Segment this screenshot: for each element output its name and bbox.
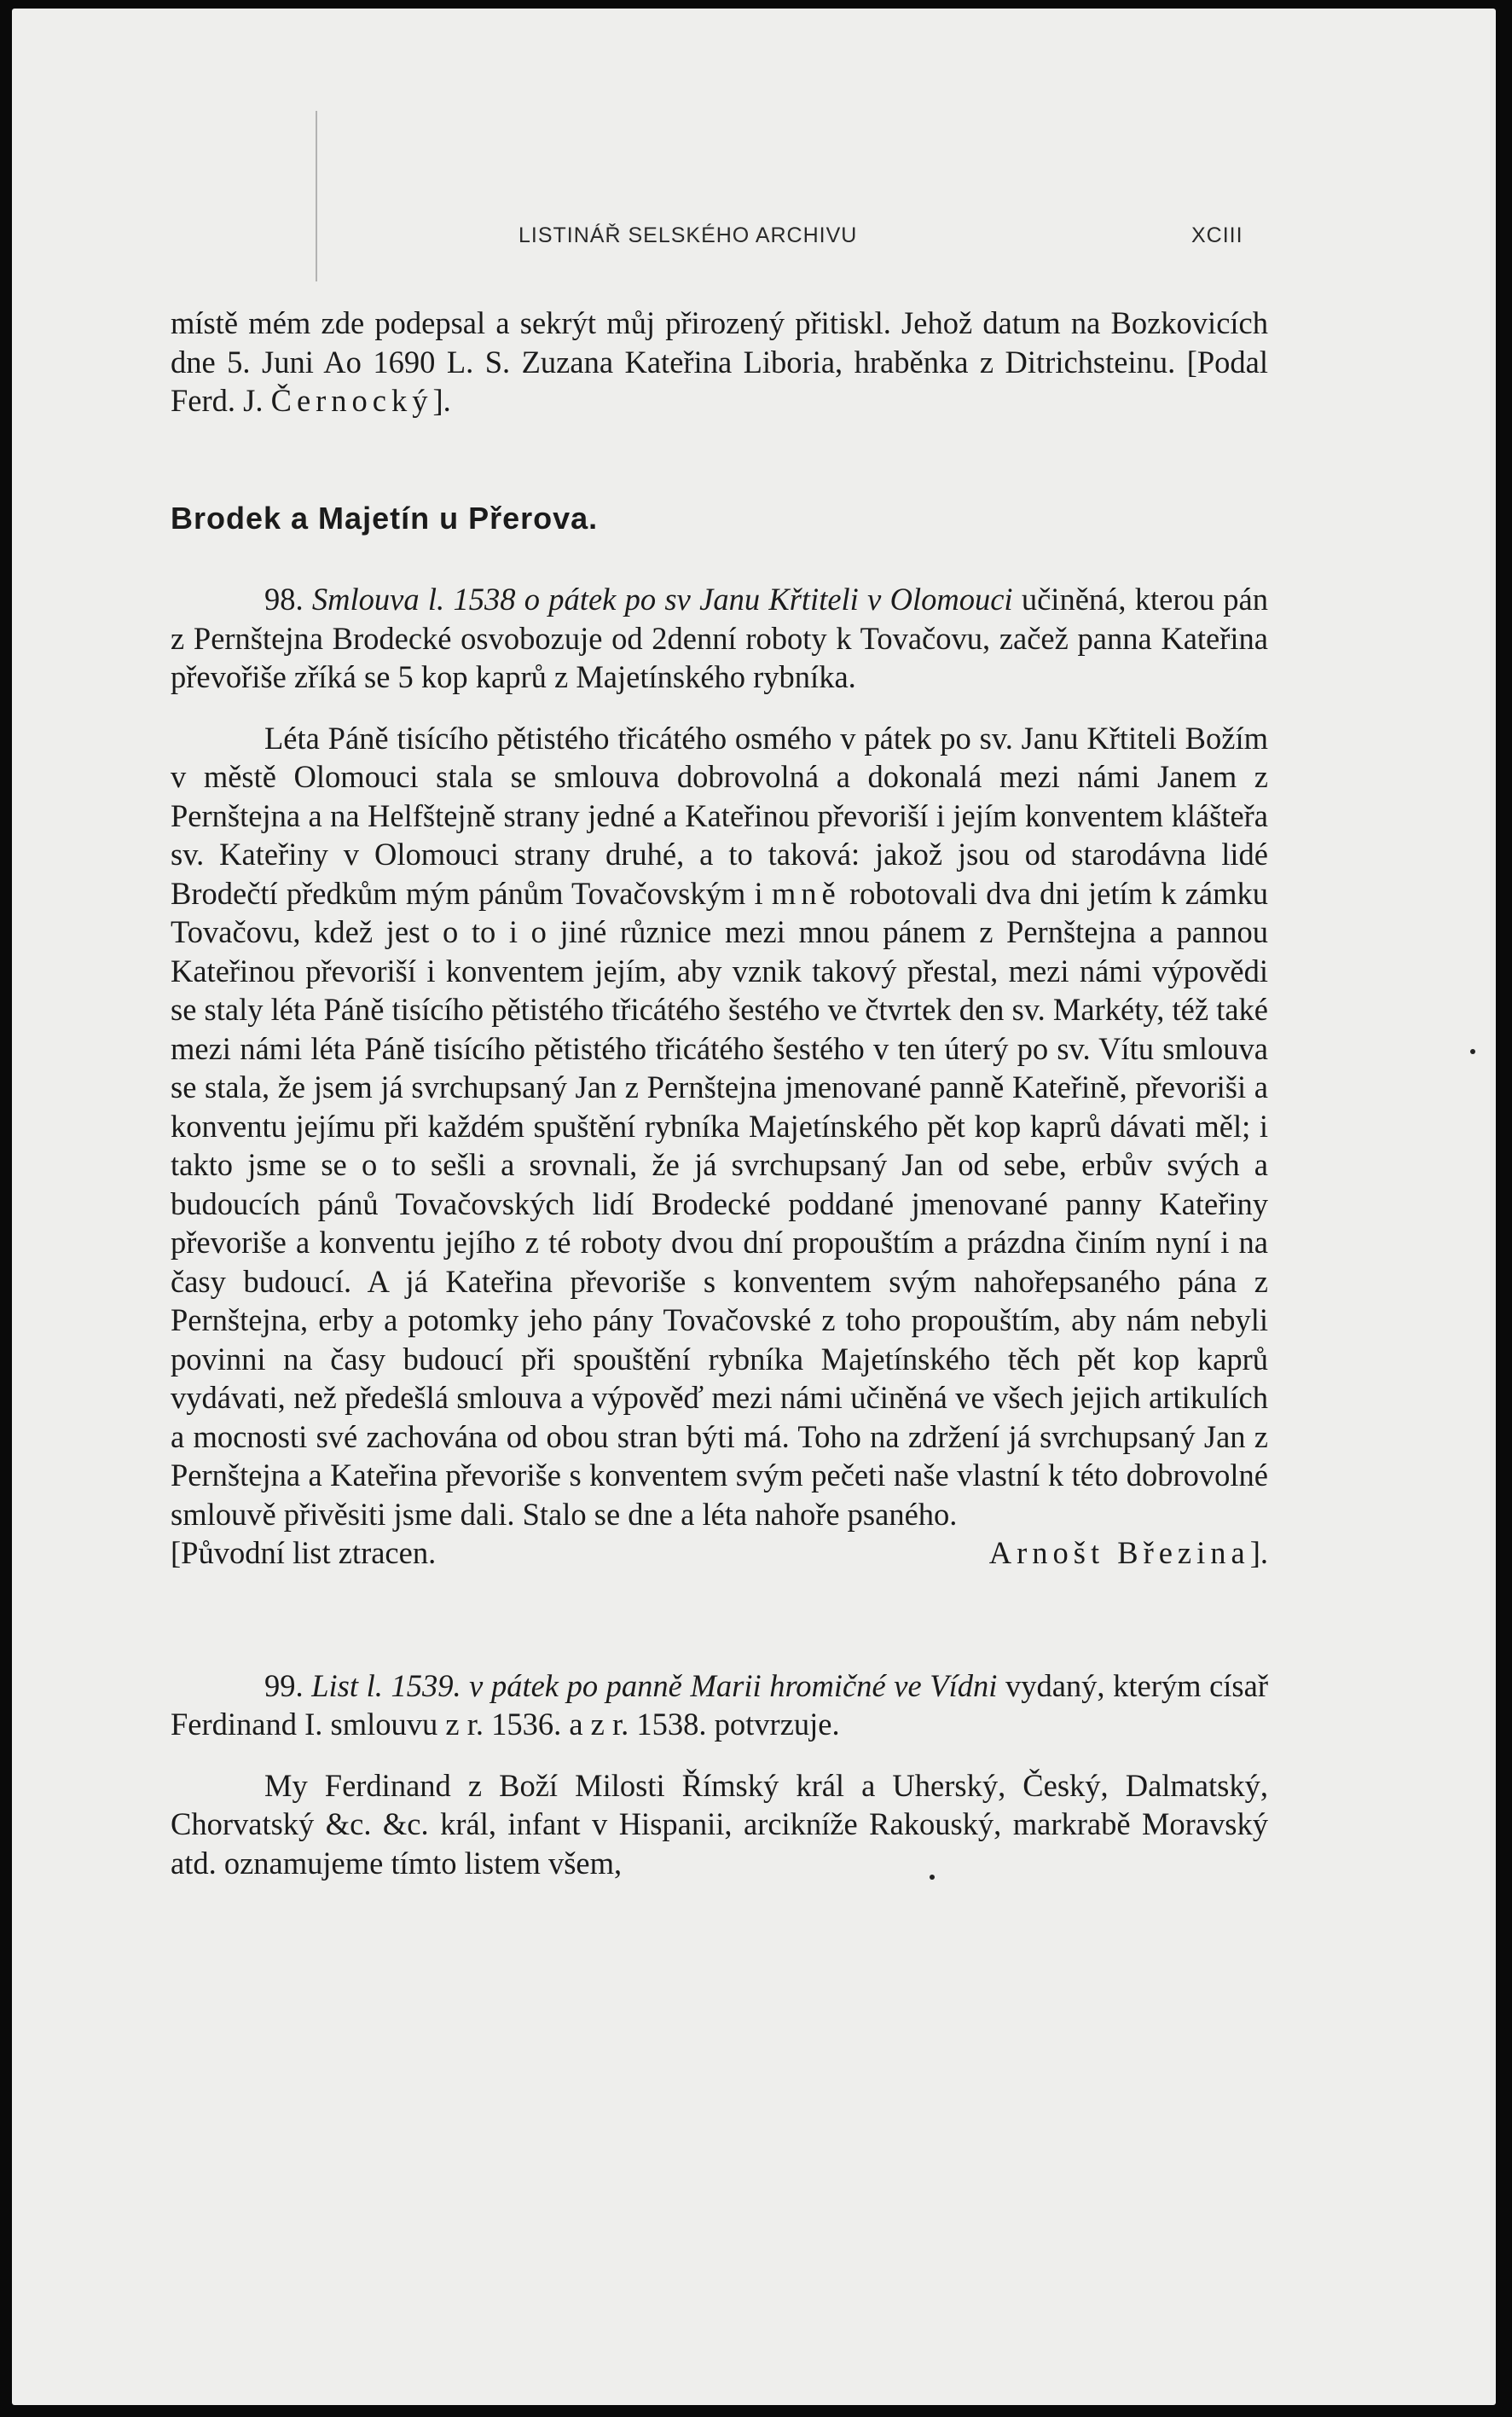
running-head: LISTINÁŘ SELSKÉHO ARCHIVU <box>518 223 858 247</box>
page-header <box>12 223 1496 249</box>
page <box>12 9 1496 2405</box>
doc99-number: 99. <box>264 1667 304 1703</box>
doc98-text-part2: robotovali dva dni jetím k zámku Tovačovu, kdež jest o to i o jiné různice mezi mnou pánem z Pernštejna a pannou Kateřinou převoriší i konventem jejím, aby vznik takový přestal, mezi námi výpovědi se staly léta Páně tisícího pětistého třicátého šestého ve čtvrtek den sv. Markéty, též také mezi námi léta Páně tisícího pětistého třicátého šestého v ten úterý po sv. Vítu smlouva se stala, že jsem já svrchupsaný Jan z Pernštejna jmenované panně Kateřině, převoriši a konventu jejímu při každém spuštění rybníka Majetínského pět kop kaprů dávati měl; i takto jsme se o to sešli a srovnali, že já svrchupsaný Jan od sebe, erbův svých a budoucích pánů Tovačovských lidí Brodecké poddané jmenované panny Kateřiny převoriše a konventu jejího z té roboty dvou dní propouštím a prázdna činím nyní i na časy budoucí. A já Kateřina převoriše s konventem svým nahořepsaného pána z Pernštejna, erby a potomky jeho pány Tovačovské z toho propouštím, aby nám nebyli povinni na časy budoucí při spouštění rybníka Majetínského těch pět kop kaprů vydávati, než předešlá smlouva a výpověď mezi námi učiněná ve všech jejich artikulích a mocnosti své zachována od obou stran býti má. Toho na zdržení já svrchupsaný Jan z Pernštejna a Kateřina převoriše s konventem svým pečeti naše vlastní k této dobrovolné smlouvě přivěsiti jsme dali. Stalo se dne a léta nahoře psaného. <box>171 875 1269 1532</box>
doc99-title <box>171 1666 1268 1744</box>
page-number: XCIII <box>1191 223 1243 247</box>
doc98-closing <box>171 1533 1268 1573</box>
speck-mark <box>1470 1049 1475 1054</box>
intro-signature: Černocký <box>270 383 433 418</box>
doc98-number: 98. <box>264 582 304 617</box>
doc99-title-blackletter: List l. 1539. v pátek po panně Marii hromičné ve Vídni <box>311 1667 998 1703</box>
doc98-closing-right <box>989 1533 1268 1573</box>
doc99-text: My Ferdinand z Boží Milosti Římský král a Uherský, Český, Dalmatský, Chorvatský &c. &c. král, infant v Hispanii, arcikníže Rakouský, markrabě Moravský atd. oznamujeme tímto listem všem, <box>171 1767 1268 1881</box>
doc98-closing-left: [Původní list ztracen. <box>171 1535 437 1570</box>
intro-end: ]. <box>432 383 451 418</box>
section-heading: Brodek a Majetín u Přerova. <box>171 500 599 536</box>
doc98-text-mne: mně <box>771 875 841 911</box>
doc98-closing-end: ]. <box>1249 1535 1268 1570</box>
doc98-text <box>171 719 1268 1534</box>
margin-rule <box>316 111 317 281</box>
doc98-text-part1: Léta Páně tisícího pětistého třicátého osmého v pátek po sv. Janu Křtiteli Božím v městě Olomouci stala se smlouva dobrovolná a dokonalá mezi námi Janem z Pernštejna a na Helfštejně strany jedné a Kateřinou převoriší i jejím konventem klášteřa sv. Kateřiny v Olomouci strany druhé, a to taková: jakož jsou od starodávna lidé Brodečtí předkům mým pánům Tovačovským i <box>171 720 1268 911</box>
doc98-title <box>171 580 1268 697</box>
doc98-title-blackletter: Smlouva l. 1538 o pátek po sv Janu Křtiteli v Olomouci <box>311 582 1013 617</box>
doc98-closing-name: Arnošt Březina <box>988 1535 1250 1570</box>
intro-paragraph <box>171 304 1268 420</box>
intro-text: místě mém zde podepsal a sekrýt můj přirozený přitiskl. Jehož datum na Bozkovicích dne 5. Juni Ao 1690 L. S. Zuzana Kateřina Liboria, hraběnka z Ditrichsteinu. [Podal Ferd. J. <box>171 305 1268 418</box>
page-body <box>171 304 1268 1882</box>
doc99-description: vydaný, kterým císař Ferdinand I. smlouvu z r. 1536. a z r. 1538. potvrzuje. <box>171 1667 1268 1742</box>
doc98-description: učiněná, kterou pán z Pernštejna Brodecké osvobozuje od 2denní roboty k Tovačovu, začež panna Kateřina převořiše zříká se 5 kop kaprů z Majetínského rybníka. <box>171 582 1269 694</box>
